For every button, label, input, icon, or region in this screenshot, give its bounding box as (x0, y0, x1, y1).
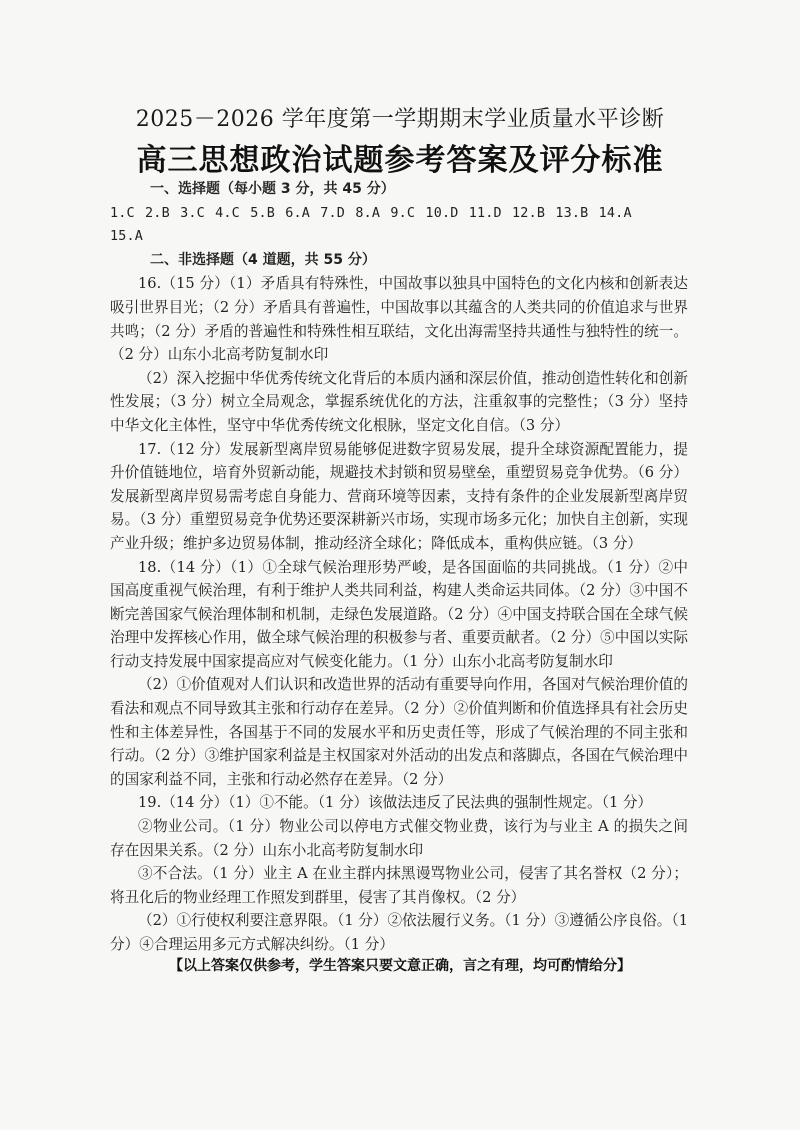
section2-heading: 二、非选择题（4 道题，共 55 分） (150, 251, 376, 268)
q19-part1-b: ②物业公司。（1 分）物业公司以停电方式催交物业费，该行为与业主 A 的损失之间存在因果关系。（2 分）山东小北高考防复制水印 (110, 818, 688, 859)
q17-answer: 17.（12 分）发展新型离岸贸易能够促进数字贸易发展，提升全球资源配置能力，提升价值链地位，培育外贸新动能，规避技术封锁和贸易壁垒，重塑贸易竞争优势。（6 分）发展新型离岸贸易需考虑自身能力、营商环境等因素，支持有条件的企业发展新型离岸贸易。（3 分）重塑贸易竞争优势还要深耕新兴市场，实现市场多元化；加快自主创新，实现产业升级；维护多边贸易体制，推动经济全球化；降低成本，重构供应链。（3 分） (110, 440, 688, 552)
q16-part2: （2）深入挖掘中华优秀传统文化背后的本质内涵和深层价值，推动创造性转化和创新性发展；（3 分）树立全局观念，掌握系统优化的方法，注重叙事的完整性；（3 分）坚持中华文化主体性，坚守中华优秀传统文化根脉，坚定文化自信。（3 分） (110, 369, 688, 434)
q19-part1-c: ③不合法。（1 分）业主 A 在业主群内抹黑谩骂物业公司，侵害了其名誉权（2 分）；将丑化后的物业经理工作照发到群里，侵害了其肖像权。（2 分） (110, 865, 688, 906)
q19-part1-a: 19.（14 分）（1）①不能。（1 分）该做法违反了民法典的强制性规定。（1 分） (138, 794, 653, 812)
q19-part2: （2）①行使权利要注意界限。（1 分）②依法履行义务。（1 分）③遵循公序良俗。（1 分）④合理运用多元方式解决纠纷。（1 分） (110, 912, 688, 953)
exam-title-line1: 2025－2026 学年度第一学期期末学业质量水平诊断 (135, 107, 665, 132)
q18-part2: （2）①价值观对人们认识和改造世界的活动有重要导向作用，各国对气候治理价值的看法和观点不同导致其主张和行动存在差异。（2 分）②价值判断和价值选择具有社会历史性和主体差异性，各国基于不同的发展水平和历史责任等，形成了气候治理的不同主张和行动。（2 分）③维护国家利益是主权国家对外活动的出发点和落脚点，各国在气候治理中的国家利益不同，主张和行动必然存在差异。（2 分） (110, 676, 688, 788)
q18-part1: 18.（14 分）（1）①全球气候治理形势严峻，是各国面临的共同挑战。（1 分）②中国高度重视气候治理，有利于维护人类共同利益，构建人类命运共同体。（2 分）③中国不断完善国家气候治理体制和机制，走绿色发展道路。（2 分）④中国支持联合国在全球气候治理中发挥核心作用，做全球气候治理的积极参与者、重要贡献者。（2 分）⑤中国以实际行动支持发展中国家提高应对气候变化能力。（1 分）山东小北高考防复制水印 (110, 558, 688, 670)
answer-body (110, 178, 688, 957)
choice-answers-line1: 1.C 2.B 3.C 4.C 5.B 6.A 7.D 8.A 9.C 10.D 11.D 12.B 13.B 14.A (110, 205, 632, 221)
q16-part1: 16.（15 分）（1）矛盾具有特殊性，中国故事以独具中国特色的文化内核和创新表达吸引世界目光；（2 分）矛盾具有普遍性，中国故事以其蕴含的人类共同的价值追求与世界共鸣；（2 分）矛盾的普遍性和特殊性相互联结，文化出海需坚持共通性与独特性的统一。（2 分）山东小北高考防复制水印 (110, 275, 688, 364)
scoring-note: 【以上答案仅供参考，学生答案只要文意正确，言之有理，均可酌情给分】 (169, 958, 631, 974)
exam-title-line2: 高三思想政治试题参考答案及评分标准 (136, 143, 664, 178)
choice-answers-line2: 15.A (110, 229, 144, 245)
section1-heading: 一、选择题（每小题 3 分，共 45 分） (150, 181, 395, 197)
